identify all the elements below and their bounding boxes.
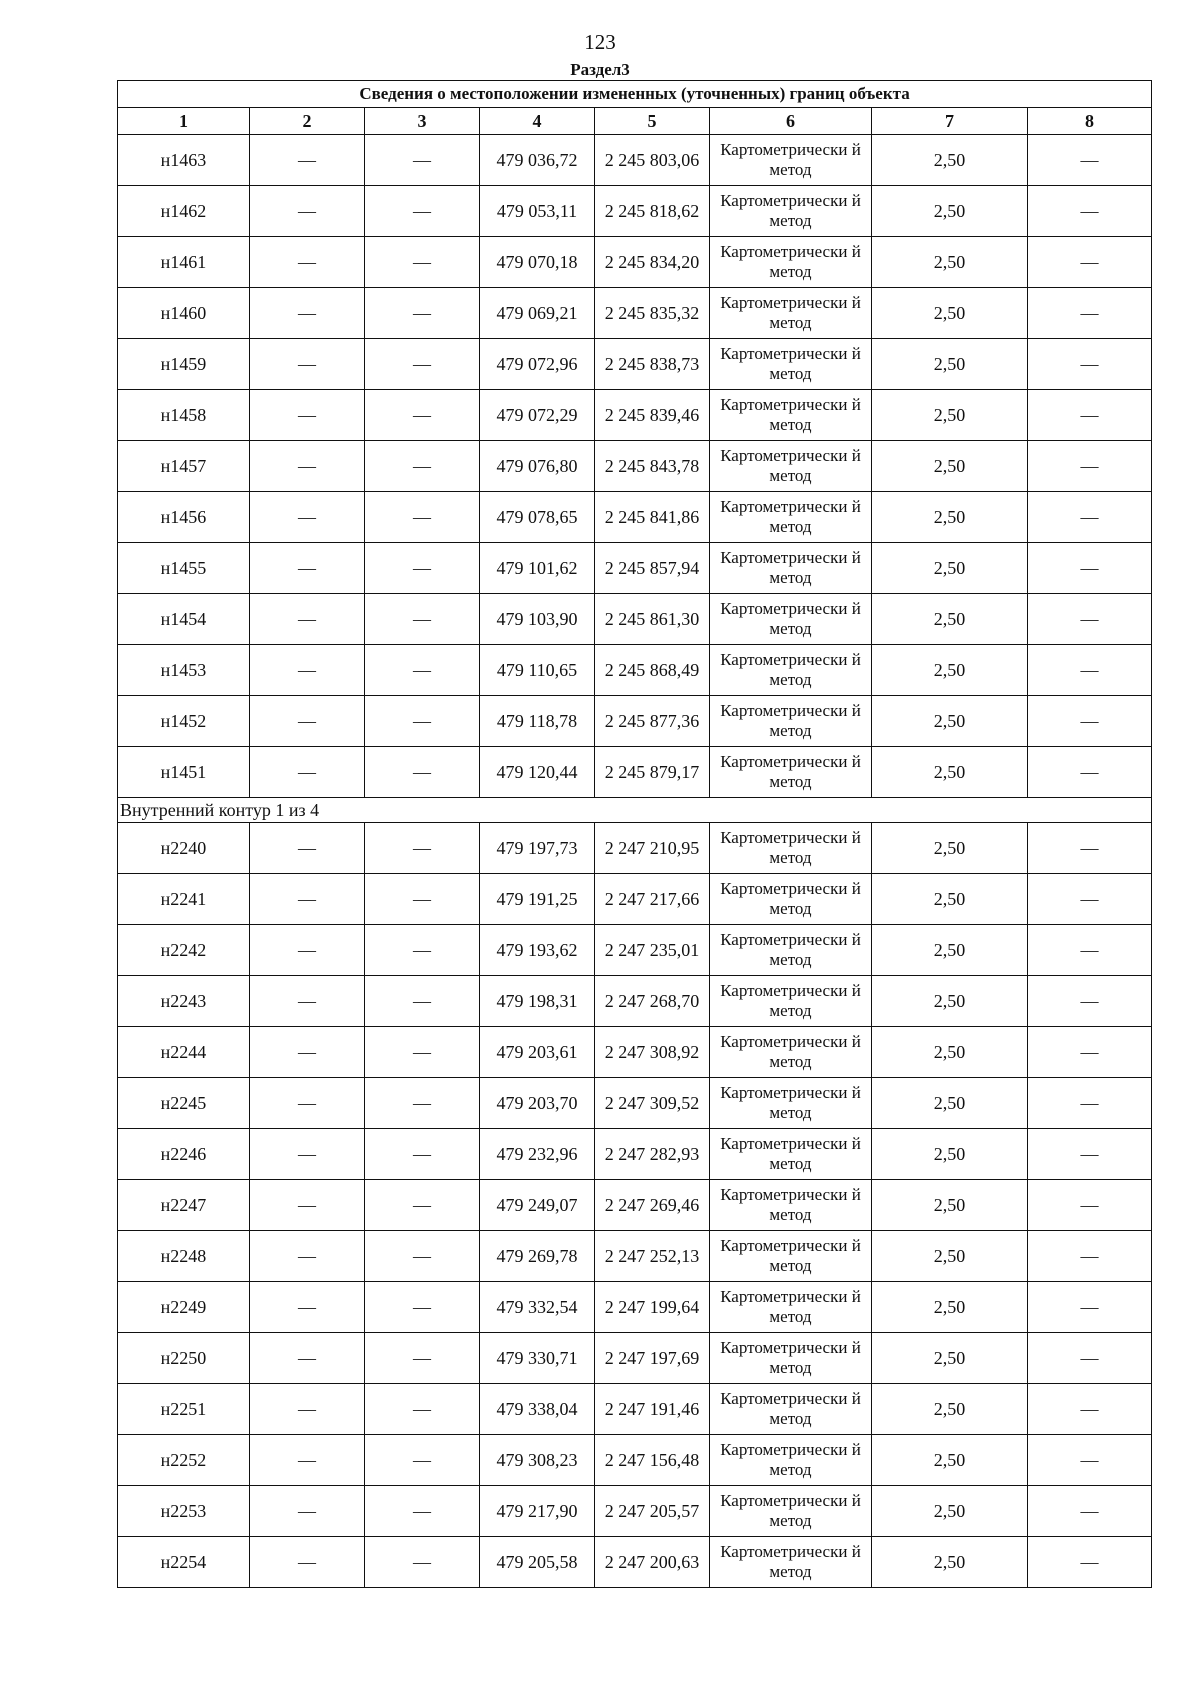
- cell-col2: —: [250, 594, 365, 645]
- cell-col8: —: [1028, 874, 1152, 925]
- table-row: [118, 874, 1152, 925]
- accuracy: 2,50: [872, 925, 1028, 976]
- table-row: [118, 288, 1152, 339]
- cell-col8: —: [1028, 237, 1152, 288]
- cell-col3: —: [365, 594, 480, 645]
- coord-y: 2 247 235,01: [595, 925, 710, 976]
- cell-col8: —: [1028, 747, 1152, 798]
- coord-y: 2 245 879,17: [595, 747, 710, 798]
- table-row: [118, 1282, 1152, 1333]
- coord-y: 2 245 861,30: [595, 594, 710, 645]
- column-number: 2: [250, 108, 365, 135]
- cell-col8: —: [1028, 1180, 1152, 1231]
- coord-x: 479 036,72: [480, 135, 595, 186]
- method: Картометрически й метод: [710, 747, 872, 798]
- accuracy: 2,50: [872, 594, 1028, 645]
- table-row: [118, 1129, 1152, 1180]
- coord-y: 2 247 309,52: [595, 1078, 710, 1129]
- table-row: [118, 823, 1152, 874]
- coord-y: 2 245 838,73: [595, 339, 710, 390]
- cell-col8: —: [1028, 1078, 1152, 1129]
- cell-col3: —: [365, 288, 480, 339]
- coord-y: 2 245 857,94: [595, 543, 710, 594]
- table-row: [118, 543, 1152, 594]
- coord-x: 479 076,80: [480, 441, 595, 492]
- coord-x: 479 053,11: [480, 186, 595, 237]
- method: Картометрически й метод: [710, 696, 872, 747]
- coord-x: 479 193,62: [480, 925, 595, 976]
- coord-y: 2 247 210,95: [595, 823, 710, 874]
- cell-col3: —: [365, 1129, 480, 1180]
- cell-col3: —: [365, 1435, 480, 1486]
- cell-col3: —: [365, 976, 480, 1027]
- method: Картометрически й метод: [710, 874, 872, 925]
- point-id: н2245: [118, 1078, 250, 1129]
- coord-x: 479 103,90: [480, 594, 595, 645]
- cell-col2: —: [250, 1129, 365, 1180]
- cell-col2: —: [250, 1078, 365, 1129]
- coord-x: 479 217,90: [480, 1486, 595, 1537]
- cell-col2: —: [250, 823, 365, 874]
- point-id: н1456: [118, 492, 250, 543]
- point-id: н2241: [118, 874, 250, 925]
- cell-col3: —: [365, 543, 480, 594]
- point-id: н2248: [118, 1231, 250, 1282]
- coord-x: 479 269,78: [480, 1231, 595, 1282]
- cell-col8: —: [1028, 492, 1152, 543]
- table-row: [118, 1384, 1152, 1435]
- column-number: 7: [872, 108, 1028, 135]
- cell-col2: —: [250, 874, 365, 925]
- coord-y: 2 245 868,49: [595, 645, 710, 696]
- point-id: н1457: [118, 441, 250, 492]
- coord-y: 2 247 252,13: [595, 1231, 710, 1282]
- method: Картометрически й метод: [710, 1027, 872, 1078]
- point-id: н2250: [118, 1333, 250, 1384]
- contour-label: Внутренний контур 1 из 4: [118, 798, 1152, 823]
- coord-y: 2 247 308,92: [595, 1027, 710, 1078]
- coord-x: 479 110,65: [480, 645, 595, 696]
- coord-y: 2 245 818,62: [595, 186, 710, 237]
- cell-col2: —: [250, 1486, 365, 1537]
- accuracy: 2,50: [872, 441, 1028, 492]
- table-row: [118, 492, 1152, 543]
- cell-col2: —: [250, 1333, 365, 1384]
- coord-x: 479 069,21: [480, 288, 595, 339]
- cell-col3: —: [365, 1333, 480, 1384]
- point-id: н1451: [118, 747, 250, 798]
- cell-col8: —: [1028, 135, 1152, 186]
- cell-col2: —: [250, 925, 365, 976]
- cell-col3: —: [365, 874, 480, 925]
- cell-col8: —: [1028, 441, 1152, 492]
- coord-x: 479 198,31: [480, 976, 595, 1027]
- cell-col3: —: [365, 339, 480, 390]
- table-row: [118, 1333, 1152, 1384]
- method: Картометрически й метод: [710, 1282, 872, 1333]
- cell-col8: —: [1028, 543, 1152, 594]
- cell-col2: —: [250, 747, 365, 798]
- point-id: н1454: [118, 594, 250, 645]
- point-id: н1460: [118, 288, 250, 339]
- point-id: н2251: [118, 1384, 250, 1435]
- accuracy: 2,50: [872, 1129, 1028, 1180]
- method: Картометрически й метод: [710, 135, 872, 186]
- point-id: н2253: [118, 1486, 250, 1537]
- cell-col3: —: [365, 747, 480, 798]
- point-id: н2249: [118, 1282, 250, 1333]
- cell-col2: —: [250, 1231, 365, 1282]
- cell-col8: —: [1028, 1282, 1152, 1333]
- cell-col2: —: [250, 390, 365, 441]
- method: Картометрически й метод: [710, 1537, 872, 1588]
- cell-col8: —: [1028, 339, 1152, 390]
- cell-col2: —: [250, 543, 365, 594]
- cell-col3: —: [365, 1537, 480, 1588]
- coord-x: 479 070,18: [480, 237, 595, 288]
- coord-x: 479 101,62: [480, 543, 595, 594]
- coord-x: 479 072,29: [480, 390, 595, 441]
- accuracy: 2,50: [872, 1435, 1028, 1486]
- cell-col2: —: [250, 135, 365, 186]
- method: Картометрически й метод: [710, 1078, 872, 1129]
- column-number-row: [118, 108, 1152, 135]
- coord-y: 2 247 197,69: [595, 1333, 710, 1384]
- cell-col3: —: [365, 492, 480, 543]
- method: Картометрически й метод: [710, 186, 872, 237]
- method: Картометрически й метод: [710, 390, 872, 441]
- coord-y: 2 245 839,46: [595, 390, 710, 441]
- cell-col2: —: [250, 976, 365, 1027]
- cell-col3: —: [365, 1282, 480, 1333]
- table-row: [118, 976, 1152, 1027]
- accuracy: 2,50: [872, 823, 1028, 874]
- coord-y: 2 245 803,06: [595, 135, 710, 186]
- coord-x: 479 078,65: [480, 492, 595, 543]
- table-row: [118, 186, 1152, 237]
- cell-col3: —: [365, 390, 480, 441]
- coord-y: 2 247 191,46: [595, 1384, 710, 1435]
- column-number: 4: [480, 108, 595, 135]
- table-title: Сведения о местоположении измененных (уточненных) границ объекта: [118, 81, 1152, 108]
- method: Картометрически й метод: [710, 441, 872, 492]
- table-row: [118, 747, 1152, 798]
- cell-col2: —: [250, 1384, 365, 1435]
- accuracy: 2,50: [872, 543, 1028, 594]
- coord-x: 479 072,96: [480, 339, 595, 390]
- cell-col2: —: [250, 1180, 365, 1231]
- table-row: [118, 1027, 1152, 1078]
- cell-col8: —: [1028, 645, 1152, 696]
- method: Картометрически й метод: [710, 594, 872, 645]
- method: Картометрически й метод: [710, 1129, 872, 1180]
- point-id: н2246: [118, 1129, 250, 1180]
- coord-x: 479 308,23: [480, 1435, 595, 1486]
- point-id: н2243: [118, 976, 250, 1027]
- table-row: [118, 645, 1152, 696]
- coord-y: 2 247 200,63: [595, 1537, 710, 1588]
- cell-col8: —: [1028, 976, 1152, 1027]
- cell-col3: —: [365, 696, 480, 747]
- cell-col3: —: [365, 1078, 480, 1129]
- cell-col8: —: [1028, 186, 1152, 237]
- table-row: [118, 696, 1152, 747]
- point-id: н2244: [118, 1027, 250, 1078]
- column-number: 3: [365, 108, 480, 135]
- cell-col3: —: [365, 186, 480, 237]
- method: Картометрически й метод: [710, 823, 872, 874]
- accuracy: 2,50: [872, 390, 1028, 441]
- column-number: 8: [1028, 108, 1152, 135]
- coord-y: 2 245 877,36: [595, 696, 710, 747]
- accuracy: 2,50: [872, 288, 1028, 339]
- method: Картометрически й метод: [710, 1486, 872, 1537]
- accuracy: 2,50: [872, 1027, 1028, 1078]
- cell-col2: —: [250, 288, 365, 339]
- cell-col8: —: [1028, 1486, 1152, 1537]
- table-row: [118, 1078, 1152, 1129]
- method: Картометрически й метод: [710, 976, 872, 1027]
- coord-y: 2 247 269,46: [595, 1180, 710, 1231]
- method: Картометрически й метод: [710, 492, 872, 543]
- method: Картометрически й метод: [710, 925, 872, 976]
- cell-col8: —: [1028, 390, 1152, 441]
- method: Картометрически й метод: [710, 1231, 872, 1282]
- cell-col2: —: [250, 339, 365, 390]
- table-row: [118, 339, 1152, 390]
- accuracy: 2,50: [872, 237, 1028, 288]
- accuracy: 2,50: [872, 976, 1028, 1027]
- coord-y: 2 247 199,64: [595, 1282, 710, 1333]
- cell-col2: —: [250, 1435, 365, 1486]
- method: Картометрически й метод: [710, 1435, 872, 1486]
- point-id: н1453: [118, 645, 250, 696]
- coord-y: 2 245 834,20: [595, 237, 710, 288]
- accuracy: 2,50: [872, 874, 1028, 925]
- cell-col8: —: [1028, 288, 1152, 339]
- cell-col8: —: [1028, 1129, 1152, 1180]
- accuracy: 2,50: [872, 645, 1028, 696]
- cell-col8: —: [1028, 1384, 1152, 1435]
- coord-y: 2 247 156,48: [595, 1435, 710, 1486]
- cell-col2: —: [250, 645, 365, 696]
- page-number: 123: [584, 30, 616, 54]
- coord-y: 2 247 268,70: [595, 976, 710, 1027]
- point-id: н1458: [118, 390, 250, 441]
- point-id: н1463: [118, 135, 250, 186]
- coord-x: 479 205,58: [480, 1537, 595, 1588]
- accuracy: 2,50: [872, 1231, 1028, 1282]
- table-row: [118, 594, 1152, 645]
- cell-col2: —: [250, 237, 365, 288]
- point-id: н1459: [118, 339, 250, 390]
- cell-col3: —: [365, 823, 480, 874]
- cell-col2: —: [250, 1282, 365, 1333]
- table-row: [118, 1435, 1152, 1486]
- cell-col2: —: [250, 441, 365, 492]
- accuracy: 2,50: [872, 186, 1028, 237]
- cell-col3: —: [365, 645, 480, 696]
- method: Картометрически й метод: [710, 1180, 872, 1231]
- cell-col2: —: [250, 492, 365, 543]
- cell-col3: —: [365, 925, 480, 976]
- cell-col8: —: [1028, 1027, 1152, 1078]
- coord-x: 479 332,54: [480, 1282, 595, 1333]
- coord-x: 479 203,70: [480, 1078, 595, 1129]
- coord-x: 479 249,07: [480, 1180, 595, 1231]
- table-row: [118, 1486, 1152, 1537]
- coord-y: 2 247 205,57: [595, 1486, 710, 1537]
- contour-row: [118, 798, 1152, 823]
- cell-col2: —: [250, 1537, 365, 1588]
- point-id: н2254: [118, 1537, 250, 1588]
- accuracy: 2,50: [872, 696, 1028, 747]
- method: Картометрически й метод: [710, 339, 872, 390]
- table-row: [118, 237, 1152, 288]
- table-row: [118, 1180, 1152, 1231]
- method: Картометрически й метод: [710, 1384, 872, 1435]
- cell-col8: —: [1028, 1333, 1152, 1384]
- point-id: н1461: [118, 237, 250, 288]
- coord-y: 2 245 843,78: [595, 441, 710, 492]
- point-id: н2252: [118, 1435, 250, 1486]
- cell-col2: —: [250, 1027, 365, 1078]
- table-row: [118, 1231, 1152, 1282]
- section-heading: Раздел3: [570, 60, 630, 79]
- coord-x: 479 232,96: [480, 1129, 595, 1180]
- point-id: н2240: [118, 823, 250, 874]
- cell-col8: —: [1028, 1435, 1152, 1486]
- cell-col3: —: [365, 237, 480, 288]
- coord-x: 479 118,78: [480, 696, 595, 747]
- cell-col8: —: [1028, 1231, 1152, 1282]
- coord-x: 479 338,04: [480, 1384, 595, 1435]
- table-row: [118, 925, 1152, 976]
- point-id: н2242: [118, 925, 250, 976]
- column-number: 5: [595, 108, 710, 135]
- coord-x: 479 191,25: [480, 874, 595, 925]
- accuracy: 2,50: [872, 1537, 1028, 1588]
- point-id: н1452: [118, 696, 250, 747]
- accuracy: 2,50: [872, 1486, 1028, 1537]
- cell-col3: —: [365, 1486, 480, 1537]
- accuracy: 2,50: [872, 1180, 1028, 1231]
- method: Картометрически й метод: [710, 645, 872, 696]
- method: Картометрически й метод: [710, 237, 872, 288]
- accuracy: 2,50: [872, 747, 1028, 798]
- accuracy: 2,50: [872, 1333, 1028, 1384]
- cell-col2: —: [250, 696, 365, 747]
- table-row: [118, 1537, 1152, 1588]
- cell-col3: —: [365, 1384, 480, 1435]
- method: Картометрически й метод: [710, 543, 872, 594]
- method: Картометрически й метод: [710, 288, 872, 339]
- point-id: н1462: [118, 186, 250, 237]
- cell-col3: —: [365, 1180, 480, 1231]
- coord-y: 2 247 217,66: [595, 874, 710, 925]
- table-row: [118, 135, 1152, 186]
- cell-col8: —: [1028, 823, 1152, 874]
- coord-y: 2 247 282,93: [595, 1129, 710, 1180]
- accuracy: 2,50: [872, 492, 1028, 543]
- cell-col3: —: [365, 441, 480, 492]
- accuracy: 2,50: [872, 1282, 1028, 1333]
- cell-col3: —: [365, 1027, 480, 1078]
- accuracy: 2,50: [872, 1384, 1028, 1435]
- point-id: н2247: [118, 1180, 250, 1231]
- cell-col8: —: [1028, 1537, 1152, 1588]
- cell-col8: —: [1028, 594, 1152, 645]
- table-row: [118, 390, 1152, 441]
- method: Картометрически й метод: [710, 1333, 872, 1384]
- column-number: 1: [118, 108, 250, 135]
- column-number: 6: [710, 108, 872, 135]
- coord-y: 2 245 841,86: [595, 492, 710, 543]
- accuracy: 2,50: [872, 135, 1028, 186]
- coord-y: 2 245 835,32: [595, 288, 710, 339]
- boundary-table: [117, 80, 1152, 1588]
- cell-col8: —: [1028, 925, 1152, 976]
- accuracy: 2,50: [872, 1078, 1028, 1129]
- accuracy: 2,50: [872, 339, 1028, 390]
- coord-x: 479 330,71: [480, 1333, 595, 1384]
- coord-x: 479 197,73: [480, 823, 595, 874]
- cell-col3: —: [365, 1231, 480, 1282]
- coord-x: 479 120,44: [480, 747, 595, 798]
- coord-x: 479 203,61: [480, 1027, 595, 1078]
- cell-col8: —: [1028, 696, 1152, 747]
- cell-col2: —: [250, 186, 365, 237]
- point-id: н1455: [118, 543, 250, 594]
- table-row: [118, 441, 1152, 492]
- cell-col3: —: [365, 135, 480, 186]
